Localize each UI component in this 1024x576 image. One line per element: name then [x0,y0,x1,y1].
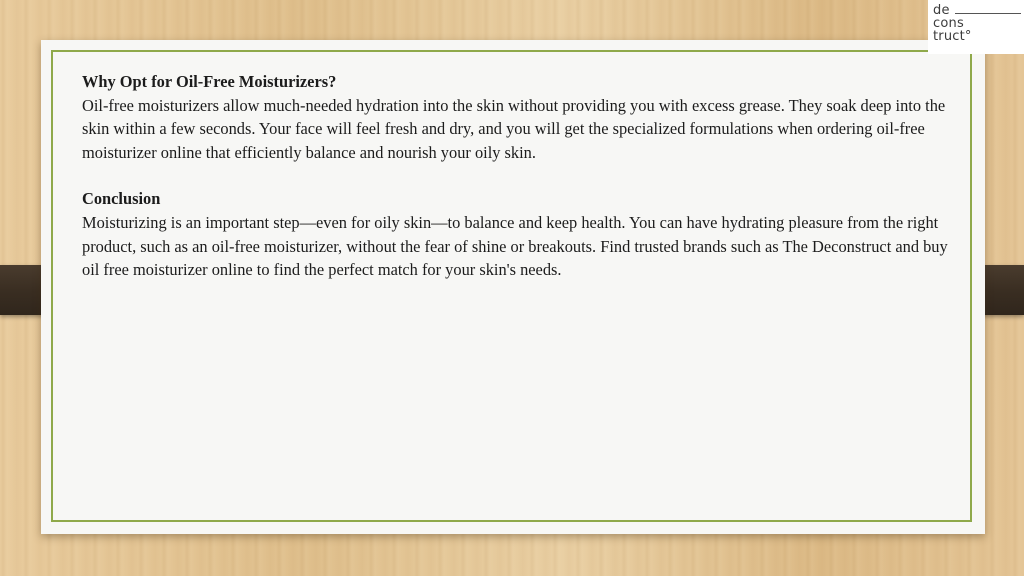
section-heading: Conclusion [82,189,161,209]
section-why-oil-free [82,70,962,164]
logo-wordmark [933,4,972,43]
section-body: Oil-free moisturizers allow much-needed hydration into the skin without providing you with excess grease. They soak deep into the skin within a few seconds. Your face will feel fresh and dry, and you will get the specialized formulations when ordering oil-free moisturizer online that efficiently balance and nourish your oily skin. [82,95,946,162]
section-body: Moisturizing is an important step—even for oily skin—to balance and keep health. You can have hydrating pleasure from the right product, such as an oil-free moisturizer, without the fear of shine or breakouts. Find trusted brands such as The Deconstruct and buy oil free moisturizer online to find the perfect match for your skin's needs. [82,212,948,280]
section-conclusion [82,187,962,281]
slide-content [82,70,962,282]
logo-line-3: truct° [933,29,972,44]
logo-line-2: cons [933,16,964,31]
section-heading: Why Opt for Oil-Free Moisturizers? [82,72,337,91]
logo-line-1: de [933,3,950,18]
